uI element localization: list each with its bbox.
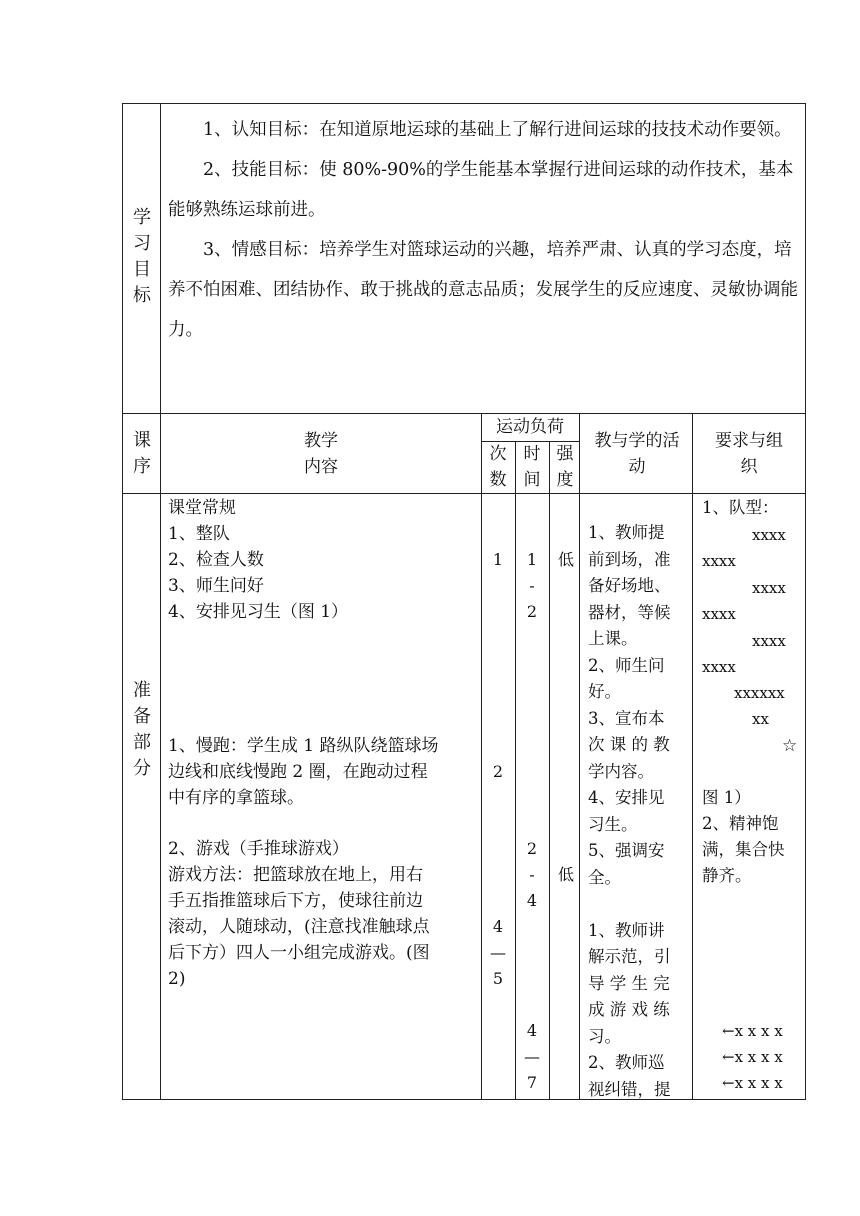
- times-header: [483, 441, 513, 493]
- content-line: 边线和底线慢跑 2 圈，在跑动过程: [168, 762, 428, 782]
- activity-line: 全。: [588, 867, 621, 887]
- duration-value: —: [524, 1047, 540, 1066]
- duration-value: 4: [526, 1021, 538, 1040]
- times-value: 4: [492, 917, 504, 936]
- org-line: 2、精神饱: [702, 814, 779, 833]
- times-value: 2: [492, 762, 504, 781]
- content-line: 1、整队: [168, 524, 230, 544]
- content-line: 后下方）四人一小组完成游戏。(图: [168, 943, 430, 963]
- objective-affective: 3、情感目标：培养学生对篮球运动的兴趣，培养严肃、认真的学习态度，培养不怕困难、团结协作、敢于挑战的意志品质；发展学生的反应速度、灵敏协调能力。: [168, 240, 798, 340]
- section-label: [129, 678, 155, 782]
- org-line: xxxx: [752, 632, 786, 650]
- star-icon: ☆: [782, 736, 798, 756]
- org-line: 1、队型：: [702, 498, 779, 517]
- times-value: —: [490, 943, 506, 962]
- org-line: 满，集合快: [702, 840, 785, 859]
- content-line: 3、师生问好: [168, 576, 264, 596]
- duration-value: 1: [526, 550, 538, 569]
- activity-line: 次 课 的 教: [588, 735, 670, 754]
- lesson-order-header: [129, 428, 155, 480]
- activity-column: [588, 520, 688, 1103]
- objectives-text: [168, 110, 802, 350]
- org-line: xxxx: [702, 605, 736, 623]
- times-value: 1: [492, 550, 504, 569]
- activity-line: 习。: [588, 1026, 621, 1046]
- activity-line: 5、强调安: [588, 841, 665, 860]
- row-divider-objectives: [122, 413, 806, 414]
- org-line: xxxx: [702, 658, 736, 676]
- activity-line: 1、教师提: [588, 523, 665, 542]
- intensity-value: 低: [557, 550, 574, 569]
- org-line: xxxx: [752, 526, 786, 544]
- duration-value: -: [529, 865, 535, 884]
- col-divider-content: [481, 413, 482, 1100]
- intensity-value: 低: [557, 865, 574, 884]
- activity-header: [592, 428, 682, 480]
- objective-skill: 2、技能目标：使 80%-90%的学生能基本掌握行进间运球的动作技术，基本能够熟练运球前进。: [168, 160, 794, 220]
- row-divider-header: [122, 493, 806, 494]
- times-value: 5: [492, 969, 504, 988]
- org-header-line1: 要求与组: [715, 431, 783, 451]
- duration-header: [517, 441, 547, 493]
- content-line: 2、检查人数: [168, 550, 264, 570]
- duration-value: 2: [526, 839, 538, 858]
- objectives-label-char: 学习目标: [133, 207, 151, 306]
- duration-value: 7: [526, 1073, 538, 1092]
- content-line: 游戏方法：把篮球放在地上，用右: [168, 865, 423, 885]
- activity-line: 2、师生问: [588, 655, 665, 675]
- activity-line: 视纠错，提: [588, 1079, 671, 1099]
- formation-row: ←x x x x: [722, 1022, 783, 1040]
- org-line: xx: [752, 710, 769, 728]
- activity-line: [588, 891, 688, 918]
- org-line: 静齐。: [702, 866, 752, 885]
- activity-header-text: 教与学的活动: [594, 431, 680, 477]
- col-divider-times: [515, 441, 516, 1100]
- activity-line: 上课。: [588, 629, 638, 648]
- col-divider-duration: [549, 441, 550, 1100]
- formation-row: ←x x x x: [722, 1048, 783, 1066]
- content-line: 滚动，人随球动，(注意找准触球点: [168, 917, 430, 937]
- activity-line: 2、教师巡: [588, 1053, 665, 1072]
- content-header-line1: 教学: [304, 431, 338, 451]
- col-divider-intensity: [579, 413, 580, 1100]
- activity-line: 成 游 戏 练: [588, 1000, 670, 1019]
- lesson-order-header-text: 课序: [133, 430, 151, 477]
- content-line: 1、慢跑：学生成 1 路纵队绕篮球场: [168, 736, 439, 756]
- org-line: xxxx: [752, 579, 786, 597]
- activity-line: 导 学 生 完: [588, 973, 670, 993]
- org-line: xxxx: [702, 552, 736, 570]
- duration-header-text: 时间: [523, 444, 541, 490]
- times-header-text: 次数: [489, 444, 507, 490]
- activity-line: 3、宣布本: [588, 708, 665, 728]
- content-line: 手五指推篮球后下方，使球往前边: [168, 891, 423, 911]
- activity-line: 4、安排见: [588, 788, 665, 807]
- org-line: 图 1）: [702, 788, 751, 807]
- activity-line: 好。: [588, 682, 621, 701]
- duration-value: 4: [526, 891, 538, 910]
- content-line: 4、安排见习生（图 1）: [168, 602, 349, 622]
- content-line: 中有序的拿篮球。: [168, 788, 304, 808]
- content-header-line2: 内容: [304, 457, 338, 477]
- section-label-text: 准备部分: [133, 680, 151, 779]
- objective-cognitive: 1、认知目标：在知道原地运球的基础上了解行进间运球的技技术动作要领。: [203, 120, 792, 140]
- org-header-line2: 织: [740, 457, 758, 477]
- load-header: 运动负荷: [496, 417, 564, 437]
- activity-line: 习生。: [588, 814, 638, 834]
- duration-value: -: [529, 576, 535, 595]
- col-divider-activity: [692, 413, 693, 1100]
- content-line: 2): [168, 969, 186, 989]
- duration-value: 2: [526, 602, 538, 621]
- formation-row: ←x x x x: [722, 1074, 783, 1092]
- activity-line: 器材，等候: [588, 602, 671, 622]
- objectives-label: [129, 205, 155, 309]
- org-line: xxxxxx: [734, 684, 785, 702]
- content-line: 2、游戏（手推球游戏）: [168, 839, 349, 859]
- intensity-header-text: 强度: [556, 444, 574, 490]
- activity-line: 备好场地、: [588, 576, 671, 595]
- intensity-header: [550, 441, 580, 493]
- activity-line: 解示范，引: [588, 947, 671, 966]
- activity-line: 学内容。: [588, 761, 654, 781]
- col-divider-label: [160, 103, 161, 1100]
- activity-line: 前到场，准: [588, 549, 671, 569]
- content-line: 课堂常规: [168, 498, 236, 518]
- activity-line: 1、教师讲: [588, 920, 665, 940]
